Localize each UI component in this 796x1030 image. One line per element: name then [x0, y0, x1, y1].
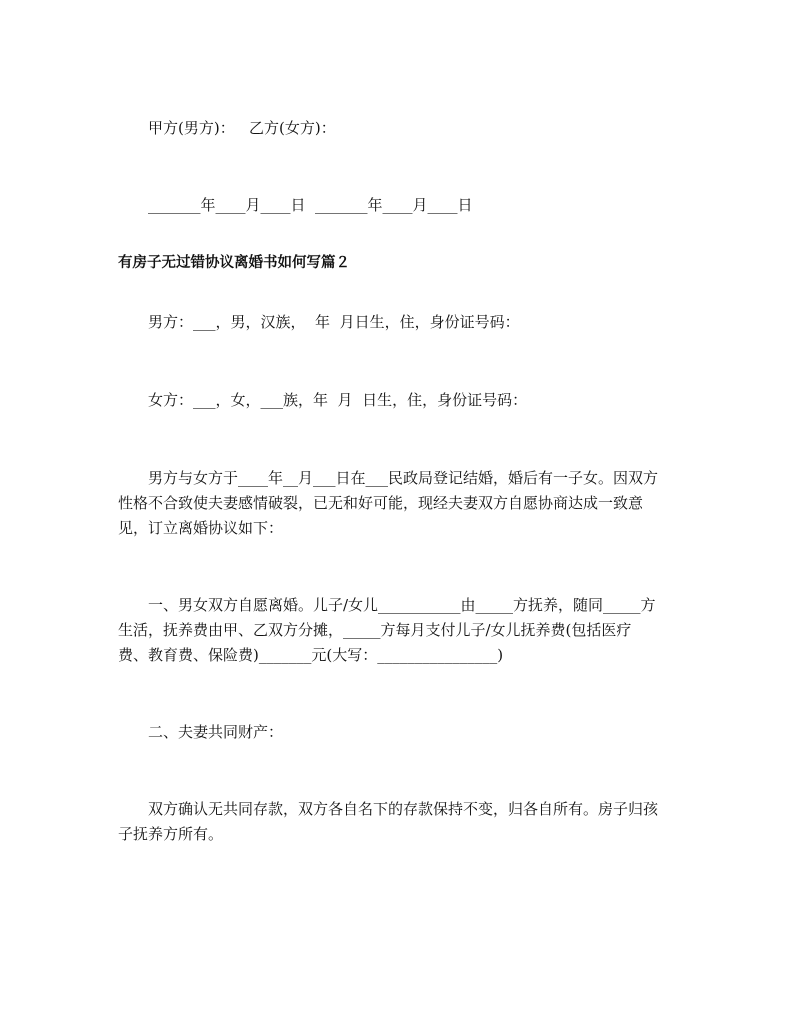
property-paragraph-line-2: 子抚养方所有。 — [118, 825, 224, 843]
signature-parties: 甲方(男方)： 乙方(女方)： — [148, 119, 336, 137]
intro-paragraph-line-2: 性格不合致使夫妻感情破裂，已无和好可能，现经夫妻双方自愿协商达成一致意 — [118, 494, 644, 512]
female-party-info: 女方：___，女，___族，年 月 日生，住，身份证号码： — [148, 391, 528, 409]
section-title: 有房子无过错协议离婚书如何写篇２ — [118, 255, 350, 271]
intro-paragraph-line-1: 男方与女方于____年__月___日在___民政局登记结婚，婚后有一子女。因双方 — [148, 469, 659, 487]
clause-2-title: 二、夫妻共同财产： — [148, 723, 284, 741]
property-paragraph-line-1: 双方确认无共同存款，双方各自名下的存款保持不变，归各自所有。房子归孩 — [148, 800, 659, 818]
clause-1-line-1: 一、男女双方自愿离婚。儿子/女儿___________由_____方抚养，随同_____方 — [148, 596, 656, 614]
signature-dates: _______年____月____日 _______年____月____日 — [148, 196, 473, 214]
intro-paragraph-line-3: 见，订立离婚协议如下： — [118, 519, 284, 537]
male-party-info: 男方：___，男，汉族， 年 月日生，住，身份证号码： — [148, 313, 520, 331]
clause-1-line-3: 费、教育费、保险费)_______元(大写：________________) — [118, 646, 504, 664]
clause-1-line-2: 生活，抚养费由甲、乙双方分摊，_____方每月支付儿子/女儿抚养费(包括医疗 — [118, 621, 632, 639]
